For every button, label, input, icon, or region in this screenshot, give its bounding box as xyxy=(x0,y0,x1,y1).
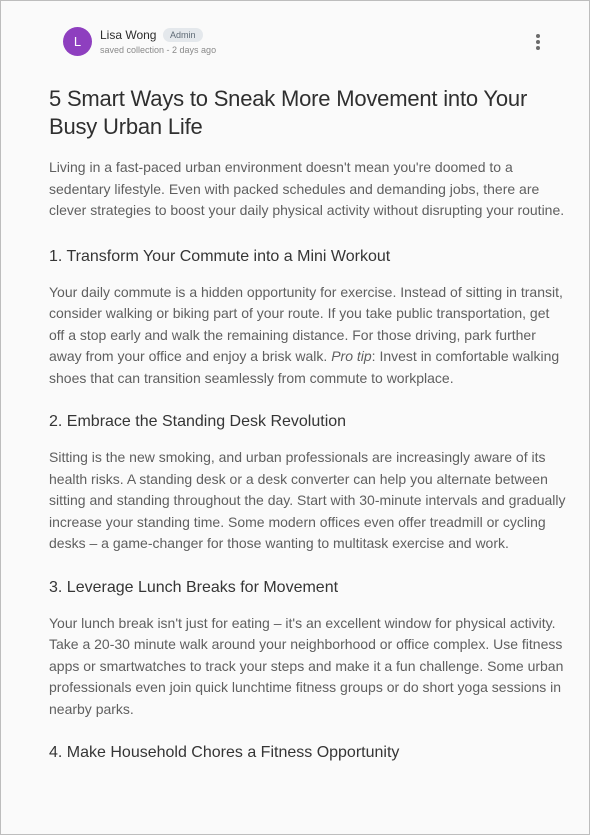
post-header xyxy=(63,27,553,57)
section-heading: 4. Make Household Chores a Fitness Opportunity xyxy=(49,744,400,761)
section-body: Your lunch break isn't just for eating – it's an excellent window for physical activity. Take a 20-30 minute walk around your neighborhood or office complex. Use fitness apps or smartwatches to track your steps and make it a fun challenge. Some urban professionals even join quick lunchtime fitness groups or do short yoga sessions in nearby parks. xyxy=(49,614,564,717)
section-body xyxy=(49,282,567,390)
role-badge: Admin xyxy=(163,28,203,42)
more-dot xyxy=(536,46,540,50)
article-title: 5 Smart Ways to Sneak More Movement into Your Busy Urban Life xyxy=(49,86,528,139)
article-body xyxy=(49,85,567,764)
article-intro: Living in a fast-paced urban environment doesn't mean you're doomed to a sedentary lifestyle. Even with packed schedules and demanding jobs, there are clever strategies to boost your daily physical activity without disrupting your routine. xyxy=(49,159,565,218)
tip-text: : Invest in comfortable walking shoes that can transition seamlessly from commute to workplace. xyxy=(49,348,560,386)
section-text: Your daily commute is a hidden opportunity for exercise. Instead of sitting in transit, consider walking or biking part of your route. If you take public transportation, get off a stop early and walk the remaining distance. For those driving, park further away from your office and enjoy a brisk walk. xyxy=(49,283,563,364)
more-options-icon[interactable] xyxy=(533,33,543,51)
post-meta: saved collection - 2 days ago xyxy=(100,45,217,55)
avatar[interactable]: L xyxy=(63,27,92,56)
section-heading: 3. Leverage Lunch Breaks for Movement xyxy=(49,578,339,596)
more-dot xyxy=(536,40,540,44)
section-heading: 2. Embrace the Standing Desk Revolution xyxy=(49,413,347,430)
section-body: Sitting is the new smoking, and urban professionals are increasingly aware of its health risks. A standing desk or a desk converter can help you alternate between sitting and standing throughout the day. Start with 30-minute intervals and gradually increase your standing time. Some modern offices even offer treadmill or cycling desks – a game-changer for those wanting to multitask exercise and work. xyxy=(49,449,566,551)
more-dot xyxy=(536,34,540,38)
section-heading: 1. Transform Your Commute into a Mini Workout xyxy=(49,247,391,265)
tip-label: Pro tip xyxy=(331,348,372,364)
author-name[interactable]: Lisa Wong xyxy=(100,28,157,42)
